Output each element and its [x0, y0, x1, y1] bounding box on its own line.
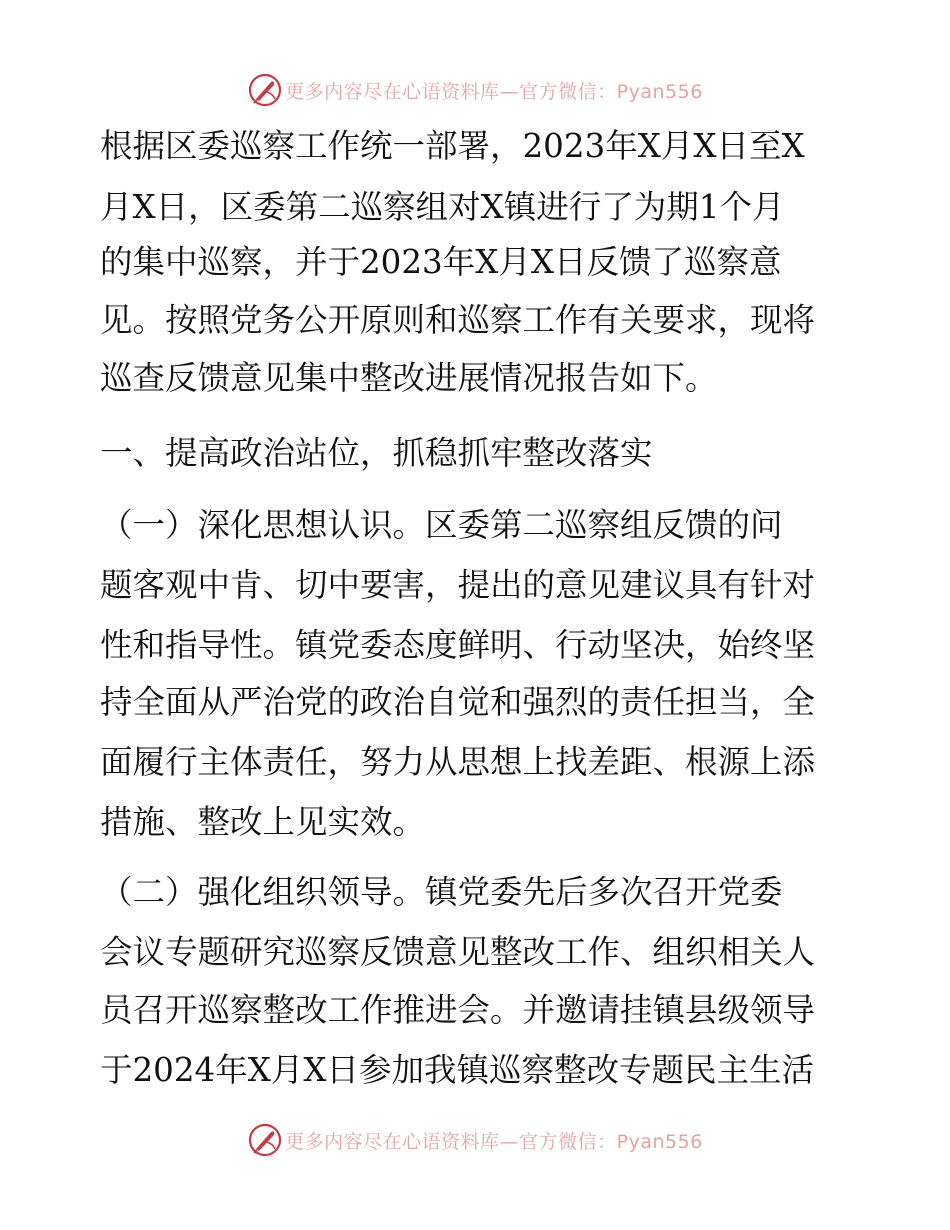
quill-pen-icon — [247, 1122, 283, 1158]
text-line: 员召开巡察整改工作推进会。并邀请挂镇县级领导 — [100, 991, 816, 1029]
text-line: 的集中巡察，并于2023年X月X日反馈了巡察意 — [100, 243, 782, 281]
text-line: 面履行主体责任，努力从思想上找差距、根源上添 — [100, 743, 816, 781]
text-line: 措施、整改上见实效。 — [100, 803, 426, 841]
watermark-text: 更多内容尽在心语资料库—官方微信：Pyan556 — [285, 80, 703, 103]
quill-pen-icon — [247, 72, 283, 108]
watermark-header — [0, 70, 950, 110]
text-line: 根据区委巡察工作统一部署，2023年X月X日至X — [100, 127, 805, 165]
text-line: （一）深化思想认识。区委第二巡察组反馈的问 — [100, 506, 783, 544]
watermark-footer — [0, 1120, 950, 1160]
text-line: 持全面从严治党的政治自觉和强烈的责任担当，全 — [100, 683, 816, 721]
section-heading: 一、提高政治站位，抓稳抓牢整改落实 — [100, 434, 653, 472]
text-line: 会议专题研究巡察反馈意见整改工作、组织相关人 — [100, 933, 816, 971]
text-line: 于2024年X月X日参加我镇巡察整改专题民主生活 — [100, 1051, 814, 1089]
text-line: （二）强化组织领导。镇党委先后多次召开党委 — [100, 873, 783, 911]
text-line: 月X日，区委第二巡察组对X镇进行了为期1个月 — [100, 188, 785, 226]
watermark-text: 更多内容尽在心语资料库—官方微信：Pyan556 — [285, 1130, 703, 1153]
text-line: 巡查反馈意见集中整改进展情况报告如下。 — [100, 359, 718, 397]
text-line: 性和指导性。镇党委态度鲜明、行动坚决，始终坚 — [100, 626, 816, 664]
text-line: 题客观中肯、切中要害，提出的意见建议具有针对 — [100, 566, 816, 604]
text-line: 见。按照党务公开原则和巡察工作有关要求，现将 — [100, 301, 816, 339]
